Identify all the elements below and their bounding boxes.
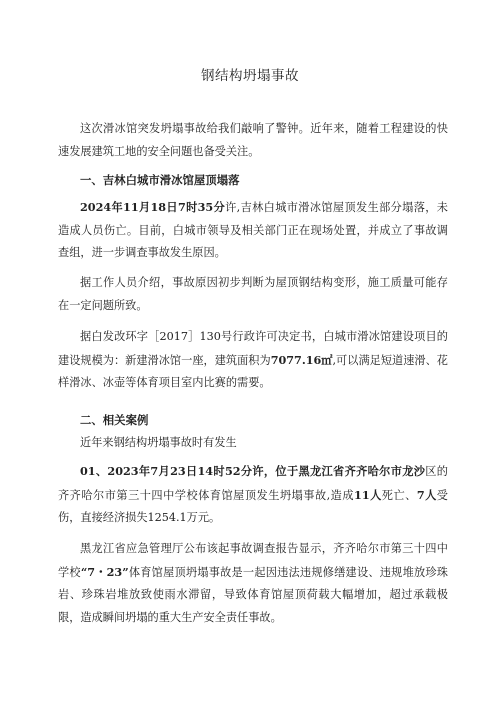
building-area: 7077.16㎡ [270, 352, 333, 367]
paragraph-3: 据白发改环字［2017］130号行政许可决定书，白城市滑冰馆建设项目的建设规模为：新建滑冰馆一座，建筑面积为7077.16㎡,可以满足短道速滑、花样滑冰、冰壶等体育项目室内比赛的需要。 [58, 330, 448, 389]
paragraph-6: 黑龙江省应急管理厅公布该起事故调查报告显示，齐齐哈尔市第三十四中学校“7・23”体育馆屋顶坍塌事故是一起因违法违规修缮建设、违规堆放珍珠岩、珍珠岩堆放致使雨水滞留，导致体育馆屋顶荷载大幅增加，超过承载极限，造成瞬间坍塌的重大生产安全责任事故。 [58, 542, 448, 624]
section-heading-2: 二、相关案例 [80, 413, 149, 427]
document-title: 钢结构坍塌事故 [201, 68, 299, 84]
incident-code: “7・23” [80, 564, 129, 579]
intro-paragraph: 这次滑冰馆突发坍塌事故给我们敲响了警钟。近年来，随着工程建设的快速发展建筑工地的安全问题也备受关注。 [58, 122, 448, 158]
incident-time: 2024年11月18日7时35分 [80, 200, 226, 214]
paragraph-1: 2024年11月18日7时35分许,吉林白城市滑冰馆屋顶发生部分塌落，未造成人员伤亡。目前，白城市领导及相关部门正在现场处置，并成立了事故调查组，进一步调查事故发生原因。 [58, 200, 448, 259]
paragraph-2: 据工作人员介绍，事故原因初步判断为屋顶钢结构变形，施工质量可能存在一定问题所致。 [58, 276, 448, 312]
paragraph-5: 01、2023年7月23日14时52分许，位于黑龙江省齐齐哈尔市龙沙区的齐齐哈尔市第三十四中学校体育馆屋顶发生坍塌事故,造成11人死亡、7人受伤，直接经济损失1254.1万元。 [58, 464, 448, 524]
section-heading-1: 一、吉林白城市滑冰馆屋顶塌落 [80, 173, 240, 187]
paragraph-4: 近年来钢结构坍塌事故时有发生 [80, 436, 237, 449]
